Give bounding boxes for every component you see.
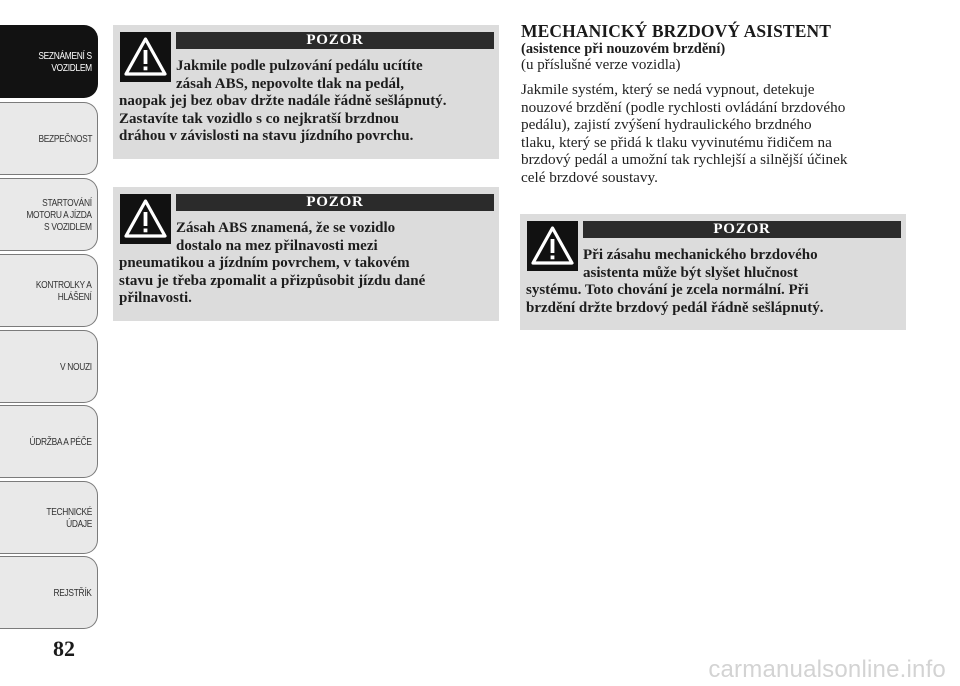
section-title: MECHANICKÝ BRZDOVÝ ASISTENT bbox=[521, 21, 831, 41]
warning-line: Při zásahu mechanického brzdového bbox=[583, 247, 818, 263]
tab-v-nouzi[interactable] bbox=[0, 330, 98, 403]
paragraph-line: brzdový pedál a umožní tak rychlejší a silnější účinek bbox=[521, 151, 848, 168]
brake-assist-section bbox=[521, 22, 906, 186]
paragraph-line: pedálu), zajistí zvýšení hydraulického brzdného bbox=[521, 116, 812, 133]
tab-udrzba-a-pece[interactable] bbox=[0, 405, 98, 478]
warning-line: dráhou v závislosti na stavu jízdního povrchu. bbox=[119, 128, 414, 144]
warning-text bbox=[119, 220, 493, 308]
warning-line: pneumatikou a jízdním povrchem, v takovém bbox=[119, 255, 410, 271]
warning-line: systému. Toto chování je zcela normální. Při bbox=[526, 282, 809, 298]
warning-text bbox=[119, 58, 493, 146]
warning-line: stavu je třeba zpomalit a přizpůsobit jízdu dané bbox=[119, 272, 426, 289]
warning-line: naopak jej bez obav držte nadále řádně sešlápnutý. bbox=[119, 93, 447, 109]
warning-box-abs-grip bbox=[113, 187, 499, 321]
section-note: (u příslušné verze vozidla) bbox=[521, 57, 681, 73]
tab-bezpecnost[interactable] bbox=[0, 102, 98, 175]
tab-label: TECHNICKÉ ÚDAJE bbox=[46, 505, 92, 530]
watermark: carmanualsonline.info bbox=[708, 656, 946, 683]
tab-seznameni-s-vozidlem[interactable] bbox=[0, 25, 98, 98]
tab-label: STARTOVÁNÍ MOTORU A JÍZDA S VOZIDLEM bbox=[26, 196, 92, 233]
warning-line: zásah ABS, nepovolte tlak na pedál, bbox=[176, 75, 404, 92]
paragraph-line: celé brzdové soustavy. bbox=[521, 168, 658, 186]
tab-startovani-motoru[interactable] bbox=[0, 178, 98, 251]
warning-heading: POZOR bbox=[176, 32, 494, 49]
warning-line: přilnavosti. bbox=[119, 290, 192, 306]
warning-box-brake-assist-noise bbox=[520, 214, 906, 330]
warning-line: Jakmile podle pulzování pedálu ucítíte bbox=[176, 58, 423, 74]
tab-rejstrik[interactable] bbox=[0, 556, 98, 629]
tab-label: REJSTŘÍK bbox=[53, 586, 92, 599]
section-subtitle: (asistence při nouzovém brzdění) bbox=[521, 41, 726, 57]
warning-text bbox=[526, 247, 900, 317]
tab-label: BEZPEČNOST bbox=[38, 132, 92, 145]
section-paragraph bbox=[521, 81, 906, 186]
warning-box-abs-pedal bbox=[113, 25, 499, 159]
tab-kontrolky-a-hlaseni[interactable] bbox=[0, 254, 98, 327]
tab-label: ÚDRŽBA A PÉČE bbox=[29, 435, 92, 448]
paragraph-line: Jakmile systém, který se nedá vypnout, detekuje bbox=[521, 81, 815, 98]
warning-heading: POZOR bbox=[176, 194, 494, 211]
tab-label: KONTROLKY A HLÁŠENÍ bbox=[36, 278, 92, 303]
tab-label: SEZNÁMENÍ S VOZIDLEM bbox=[38, 49, 92, 74]
warning-line: dostalo na mez přilnavosti mezi bbox=[176, 237, 378, 254]
warning-heading: POZOR bbox=[583, 221, 901, 238]
page-number: 82 bbox=[53, 636, 75, 661]
warning-line: Zásah ABS znamená, že se vozidlo bbox=[176, 220, 396, 236]
tab-label: V NOUZI bbox=[60, 360, 92, 373]
paragraph-line: nouzové brzdění (podle rychlosti ovládání brzdového bbox=[521, 98, 846, 116]
tab-technicke-udaje[interactable] bbox=[0, 481, 98, 554]
warning-line: brzdění držte brzdový pedál řádně sešlápnutý. bbox=[526, 299, 824, 316]
paragraph-line: tlaku, který se přidá k tlaku vyvinutému řidičem na bbox=[521, 133, 832, 151]
warning-line: Zastavíte tak vozidlo s co nejkratší brzdnou bbox=[119, 110, 400, 127]
warning-line: asistenta může být slyšet hlučnost bbox=[583, 264, 799, 281]
